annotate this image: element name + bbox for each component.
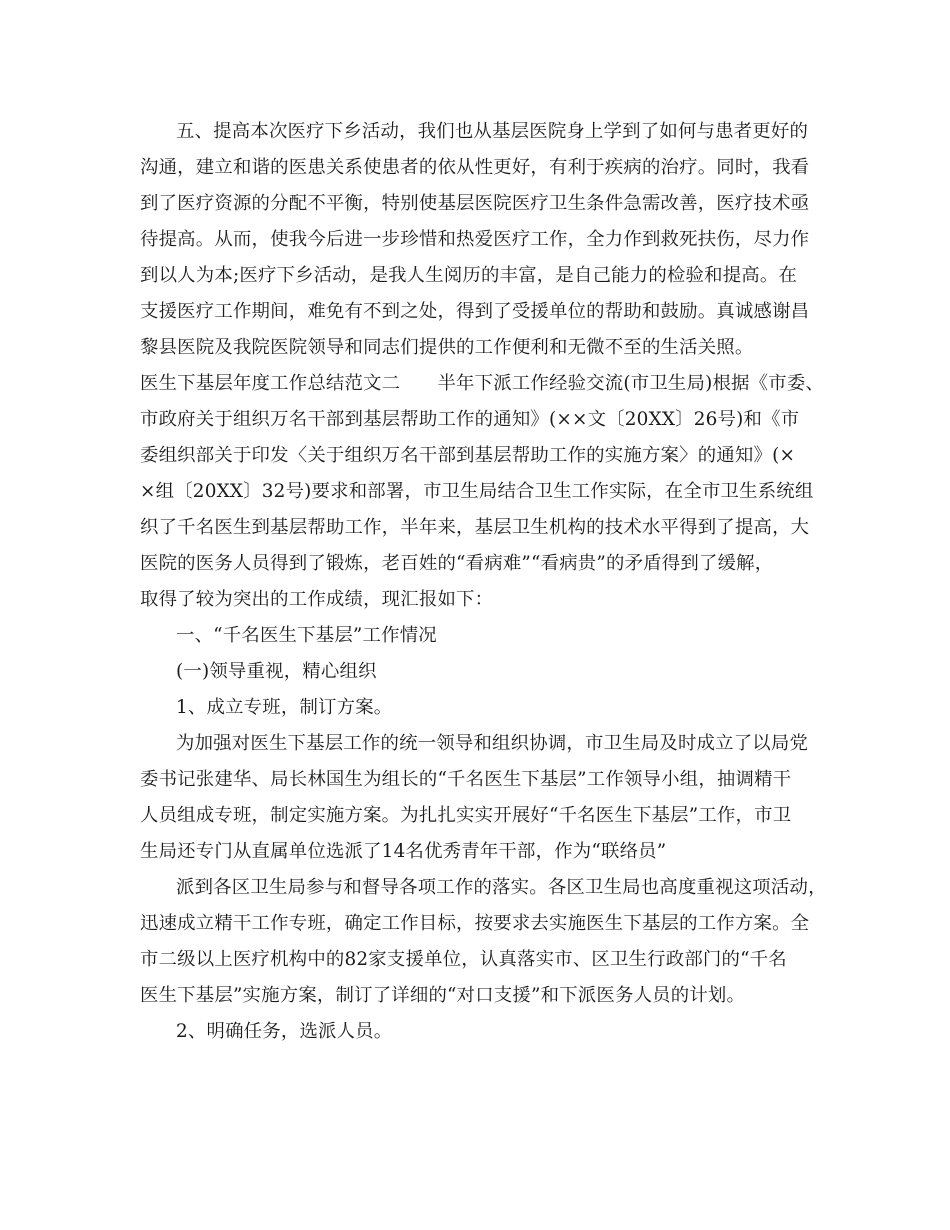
text-line: 织了千名医生到基层帮助工作，半年来，基层卫生机构的技术水平得到了提高，大 [140,517,810,538]
text-line: 市二级以上医疗机构中的82家支援单位，认真落实市、区卫生行政部门的“千名 [140,949,787,970]
text-line: 生局还专门从直属单位选派了14名优秀青年干部，作为“联络员” [140,841,667,862]
subheading-line: 2、明确任务，选派人员。 [176,1021,393,1042]
text-line: 委组织部关于印发〈关于组织万名干部到基层帮助工作的实施方案〉的通知》(× [140,445,796,466]
text-line: 医生下基层”实施方案，制订了详细的“对口支援”和下派医务人员的计划。 [140,985,746,1006]
text-line: 沟通，建立和谐的医患关系使患者的依从性更好，有利于疾病的治疗。同时，我看 [140,157,810,178]
text-line: 取得了较为突出的工作成绩，现汇报如下： [140,589,494,610]
text-line: 人员组成专班，制定实施方案。为扎扎实实开展好“千名医生下基层”工作，市卫 [140,805,792,826]
subheading-line: (一)领导重视，精心组织 [176,661,377,682]
text-line: 市政府关于组织万名干部到基层帮助工作的通知》(××文〔20XX〕26号)和《市 [140,409,800,430]
text-line: 医院的医务人员得到了锻炼，老百姓的“看病难”“看病贵”的矛盾得到了缓解， [140,553,774,574]
text-line: 为加强对医生下基层工作的统一领导和组织协调，市卫生局及时成立了以局党 [176,733,809,754]
heading-line: 一、“千名医生下基层”工作情况 [176,625,437,646]
text-line: 待提高。从而，使我今后进一步珍惜和热爱医疗工作，全力作到救死扶伤，尽力作 [140,229,810,250]
text-line: 黎县医院及我院医院领导和同志们提供的工作便利和无微不至的生活关照。 [140,337,754,358]
text-line: 派到各区卫生局参与和督导各项工作的落实。各区卫生局也高度重视这项活动， [176,877,827,898]
section-heading-line: 医生下基层年度工作总结范文二 半年下派工作经验交流(市卫生局)根据《市委、 [140,373,825,394]
text-line: 委书记张建华、局长林国生为组长的“千名医生下基层”工作领导小组，抽调精干 [140,769,792,790]
text-line: ×组〔20XX〕32号)要求和部署，市卫生局结合卫生工作实际，在全市卫生系统组 [140,481,814,502]
text-line: 到了医疗资源的分配不平衡，特别使基层医院医疗卫生条件急需改善，医疗技术亟 [140,193,810,214]
text-line: 五、提高本次医疗下乡活动，我们也从基层医院身上学到了如何与患者更好的 [176,121,809,142]
text-line: 支援医疗工作期间，难免有不到之处，得到了受援单位的帮助和鼓励。真诚感谢昌 [140,301,810,322]
subheading-line: 1、成立专班，制订方案。 [176,697,393,718]
text-line: 到以人为本;医疗下乡活动，是我人生阅历的丰富，是自己能力的检验和提高。在 [140,265,798,286]
text-line: 迅速成立精干工作专班，确定工作目标，按要求去实施医生下基层的工作方案。全 [140,913,810,934]
